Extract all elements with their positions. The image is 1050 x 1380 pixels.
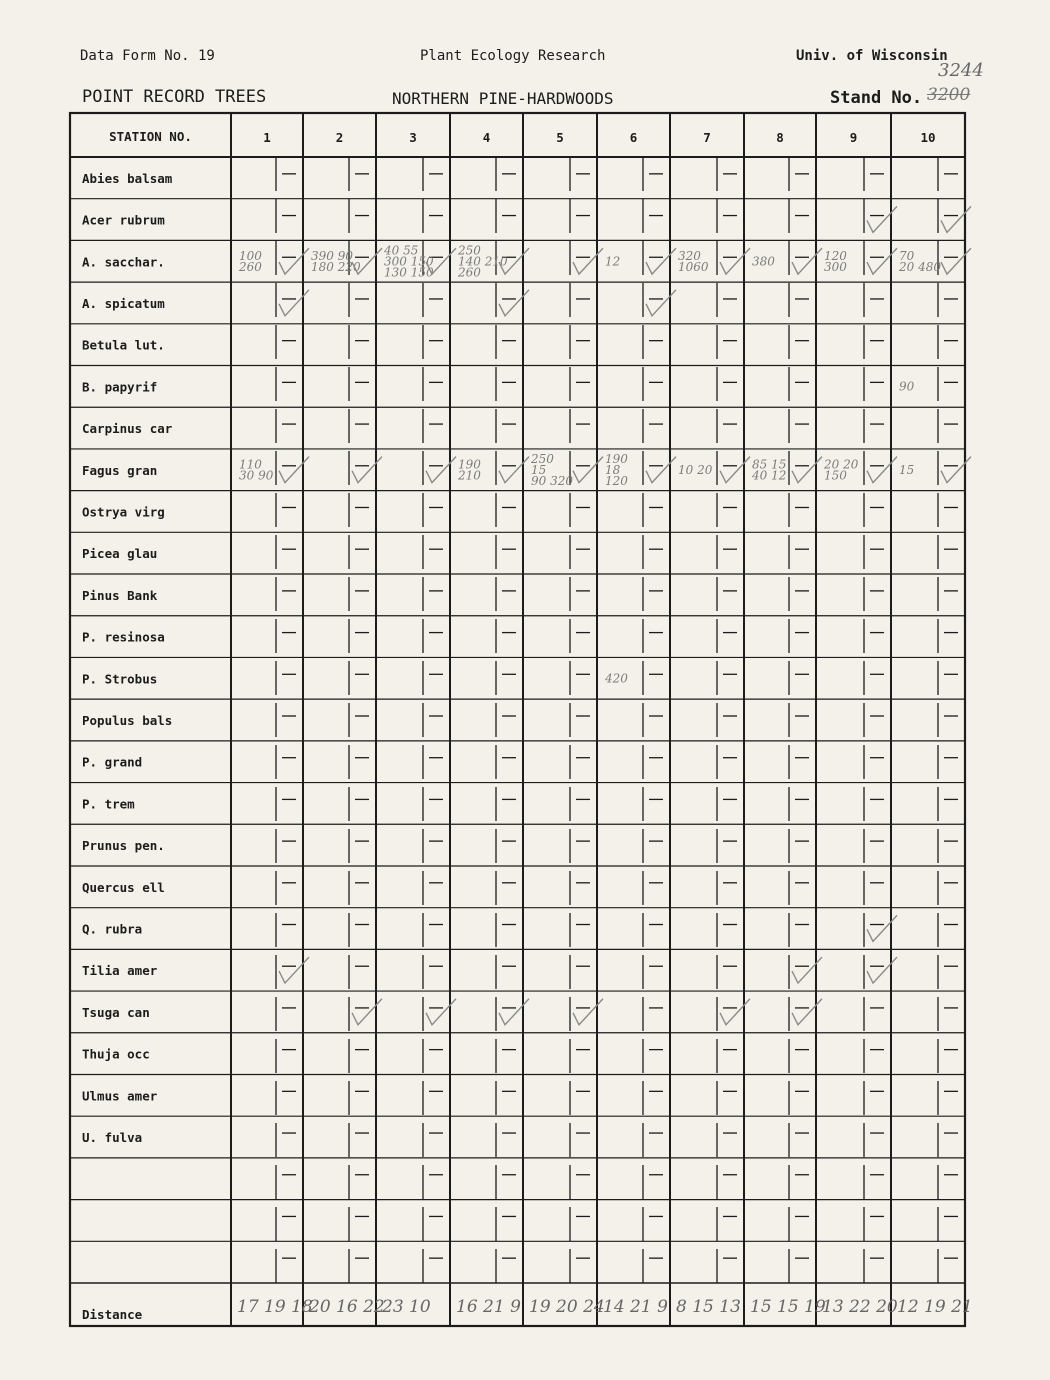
distance-value: 19 20 24 [529,1297,605,1317]
station-number: 3 [409,130,417,145]
station-number: 2 [335,130,344,145]
check-mark [792,248,822,274]
station-number: 10 [920,130,936,145]
check-mark [279,957,309,983]
handwritten-entry: 10 20 [678,462,713,477]
handwritten-entry: 120 [824,248,847,263]
handwritten-entry: 15 [531,462,547,477]
station-number: 1 [263,130,271,145]
check-mark [573,457,603,483]
species-label: Tsuga can [82,1004,150,1020]
handwritten-entry: 110 [239,457,262,472]
distance-value: 15 15 19 [750,1297,826,1317]
handwritten-entry: 190 [458,457,481,472]
check-mark [867,248,897,274]
handwritten-entry: 12 [605,254,621,269]
handwritten-entry: 130 150 [384,265,434,280]
species-label: A. sacchar. [82,254,165,270]
species-label: Ulmus amer [82,1088,158,1104]
community-title: NORTHERN PINE-HARDWOODS [392,89,614,108]
handwritten-entry: 150 [824,468,847,483]
check-mark [867,915,897,941]
species-label: Picea glau [82,546,158,562]
handwritten-entry: 1060 [678,259,709,274]
species-label: Thuja occ [82,1046,150,1062]
handwritten-entry: 390 90 [311,248,353,263]
handwritten-entry: 180 220 [311,259,361,274]
check-mark [720,457,750,483]
handwritten-entry: 40 55 [384,243,419,258]
stand-number-crossed: 3200 [927,85,971,105]
record-type-title: POINT RECORD TREES [82,87,267,107]
station-number: 9 [849,130,858,145]
table-border [70,113,965,1326]
handwritten-entry: 120 [605,473,628,488]
station-number: 8 [776,130,784,145]
check-mark [867,957,897,983]
distance-value: 13 22 20 [822,1297,898,1317]
check-mark [941,206,971,232]
check-mark [279,248,309,274]
check-mark [792,957,822,983]
handwritten-entry: 380 [752,254,775,269]
species-label: Populus bals [82,713,173,728]
species-label: Betula lut. [82,337,165,353]
species-label: Tilia amer [82,963,158,979]
handwritten-entry: 100 [239,248,262,263]
station-number: 6 [629,130,638,145]
check-mark [279,290,309,316]
handwritten-entry: 20 480 [899,259,941,274]
handwritten-entry: 20 20 [824,457,859,472]
check-mark [792,999,822,1025]
handwritten-entry: 15 [899,462,915,477]
check-mark [426,999,456,1025]
check-mark [720,999,750,1025]
check-mark [867,206,897,232]
form-number: Data Form No. 19 [80,48,215,64]
handwritten-entry: 260 [239,259,262,274]
species-label: A. spicatum [82,295,165,311]
handwritten-entry: 140 210 [458,254,508,269]
species-label: P. Strobus [82,671,158,687]
station-header: STATION NO. [109,129,192,144]
species-label: Carpinus car [82,421,173,437]
check-mark [573,999,603,1025]
handwritten-entry: 250 [531,451,554,466]
distance-value: 20 16 22 [309,1297,385,1317]
species-label: Prunus pen. [82,838,165,854]
check-mark [279,457,309,483]
station-number: 7 [703,130,711,145]
check-mark [720,248,750,274]
handwritten-entry: 190 [605,451,628,466]
species-label: B. papyrif [82,379,158,395]
handwritten-entry: 40 12 [752,468,787,483]
check-mark [499,290,529,316]
species-label: Ostrya virg [82,504,165,520]
species-label: P. grand [82,754,143,770]
handwritten-entry: 85 15 [752,457,787,472]
handwritten-entry: 210 [458,468,481,483]
species-label: Acer rubrum [82,212,165,228]
species-label: P. resinosa [82,629,165,645]
handwritten-entry: 70 [899,248,915,263]
distance-value: 23 10 [382,1297,431,1317]
organization: Plant Ecology Research [420,48,606,64]
check-mark [646,248,676,274]
handwritten-entry: 320 [678,248,701,263]
handwritten-entry: 260 [458,265,481,280]
check-mark [646,457,676,483]
species-label: P. trem [82,796,135,812]
distance-value: 14 21 9 [603,1297,668,1317]
handwritten-entry: 250 [458,243,481,258]
check-mark [941,457,971,483]
check-mark [352,457,382,483]
check-mark [867,457,897,483]
check-mark [573,248,603,274]
check-mark [792,457,822,483]
handwritten-entry: 300 150 [384,254,434,269]
distance-value: 16 21 9 [456,1297,521,1317]
check-mark [426,457,456,483]
species-label: Fagus gran [82,462,158,478]
species-label: Pinus Bank [82,587,158,603]
handwritten-entry: 90 320 [531,473,573,488]
species-label: Quercus ell [82,879,165,895]
check-mark [499,457,529,483]
distance-label: Distance [82,1307,143,1322]
handwritten-entry: 30 90 [239,468,274,483]
station-number: 5 [556,130,564,145]
station-number: 4 [482,130,491,145]
check-mark [646,290,676,316]
species-label: U. fulva [82,1130,143,1146]
handwritten-entry: 90 [899,379,915,394]
university: Univ. of Wisconsin [796,48,948,64]
handwritten-entry: 420 [605,671,628,686]
species-label: Q. rubra [82,921,143,937]
stand-number-handwritten: 3244 [938,60,984,81]
check-mark [941,248,971,274]
species-label: Abies balsam [82,170,173,186]
distance-value: 17 19 18 [237,1297,313,1317]
check-mark [352,999,382,1025]
check-mark [499,999,529,1025]
stand-label: Stand No. [830,88,923,108]
handwritten-entry: 18 [605,462,621,477]
handwritten-entry: 300 [824,259,847,274]
distance-value: 12 19 21 [897,1297,973,1317]
distance-value: 8 15 13 [676,1297,741,1317]
